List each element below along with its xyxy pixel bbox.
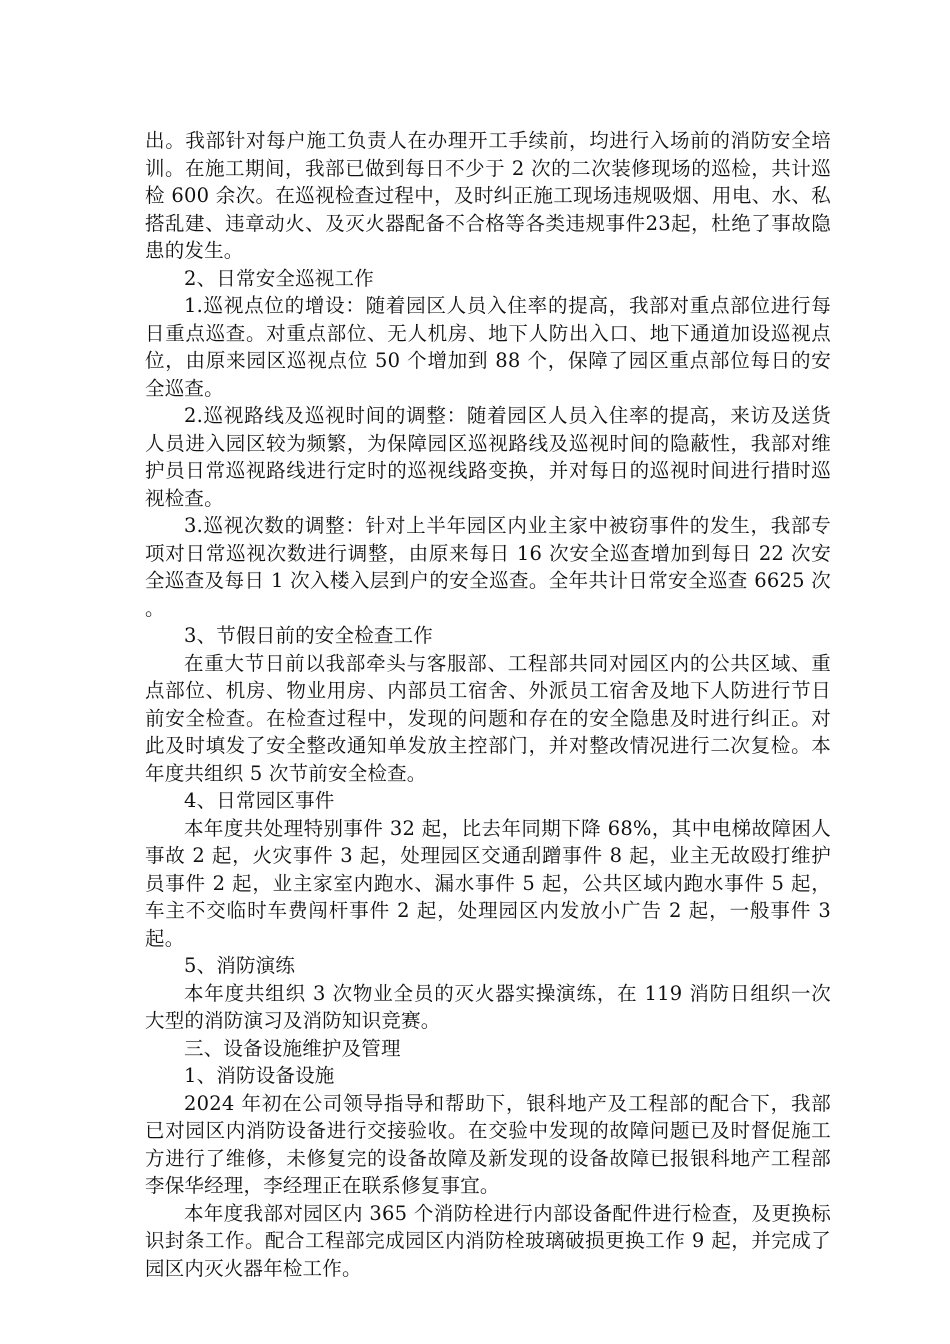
paragraph-hydrant-inspection: 本年度我部对园区内 365 个消防栓进行内部设备配件进行检查，及更换标识封条工作。配合工程部完成园区内消防栓玻璃破损更换工作 9 起，并完成了园区内灭火器年检工作。	[145, 1201, 831, 1280]
heading-daily-incidents: 4、日常园区事件	[184, 789, 335, 812]
paragraph-fire-training-continued: 出。我部针对每户施工负责人在办理开工手续前，均进行入场前的消防安全培训。在施工期间，我部已做到每日不少于 2 次的二次装修现场的巡检，共计巡检 600 余次。在巡视检查过程中，及时纠正施工现场违规吸烟、用电、水、私搭乱建、违章动火、及灭火器配备不合格等各类违规事件23起，杜绝了事故隐患的发生。	[145, 129, 831, 262]
paragraph-equipment-handover: 2024 年初在公司领导指导和帮助下，银科地产及工程部的配合下，我部已对园区内消防设备进行交接验收。在交验中发现的故障问题已及时督促施工方进行了维修，未修复完的设备故障及新发现的设备故障已报银科地产工程部李保华经理，李经理正在联系修复事宜。	[145, 1091, 831, 1197]
heading-holiday-inspection: 3、节假日前的安全检查工作	[184, 624, 434, 647]
paragraph-patrol-frequency: 3.巡视次数的调整：针对上半年园区内业主家中被窃事件的发生，我部专项对日常巡视次数进行调整，由原来每日 16 次安全巡查增加到每日 22 次安全巡查及每日 1 次入楼入层到户的安全巡查。全年共计日常安全巡查 6625 次。	[145, 514, 831, 620]
heading-fire-drill: 5、消防演练	[184, 954, 296, 977]
paragraph-daily-incidents: 本年度共处理特别事件 32 起，比去年同期下降 68%，其中电梯故障困人事故 2 起，火灾事件 3 起，处理园区交通刮蹭事件 8 起，业主无故殴打维护员事件 2 起，业主家室内跑水、漏水事件 5 起，公共区域内跑水事件 5 起，车主不交临时车费闯杆事件 2 起，处理园区内发放小广告 2 起，一般事件 3 起。	[145, 816, 831, 950]
paragraph-holiday-inspection: 在重大节日前以我部牵头与客服部、工程部共同对园区内的公共区域、重点部位、机房、物业用房、内部员工宿舍、外派员工宿舍及地下人防进行节日前安全检查。在检查过程中，发现的问题和存在的安全隐患及时进行纠正。对此及时填发了安全整改通知单发放主控部门，并对整改情况进行二次复检。本年度共组织 5 次节前安全检查。	[145, 651, 831, 785]
paragraph-fire-drill: 本年度共组织 3 次物业全员的灭火器实操演练，在 119 消防日组织一次大型的消防演习及消防知识竞赛。	[145, 981, 831, 1032]
paragraph-patrol-routes: 2.巡视路线及巡视时间的调整：随着园区人员入住率的提高，来访及送货人员进入园区较为频繁，为保障园区巡视路线及巡视时间的隐蔽性，我部对维护员日常巡视路线进行定时的巡视线路变换，并对每日的巡视时间进行措时巡视检查。	[145, 404, 831, 510]
paragraph-patrol-points: 1.巡视点位的增设：随着园区人员入住率的提高，我部对重点部位进行每日重点巡查。对重点部位、无人机房、地下人防出入口、地下通道加设巡视点位，由原来园区巡视点位 50 个增加到 88 个，保障了园区重点部位每日的安全巡查。	[145, 294, 831, 400]
heading-daily-patrol: 2、日常安全巡视工作	[184, 266, 374, 290]
heading-fire-equipment: 1、消防设备设施	[184, 1064, 335, 1087]
heading-equipment-maintenance: 三、设备设施维护及管理	[184, 1036, 401, 1060]
document-body	[145, 127, 831, 1282]
